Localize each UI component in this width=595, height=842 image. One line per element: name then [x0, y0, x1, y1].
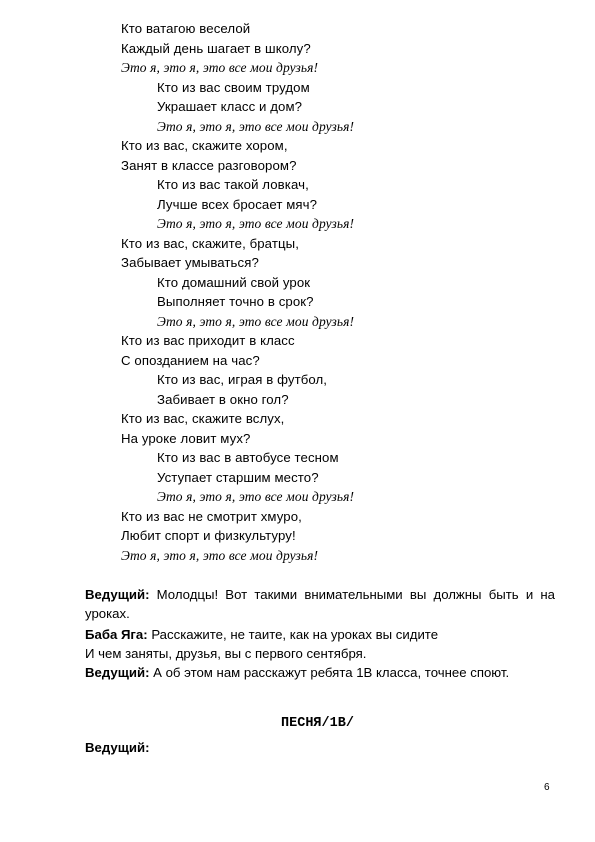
poem-line: С опозданием на час?: [121, 352, 260, 368]
poem-line: Кто домашний свой урок: [157, 274, 311, 290]
poem-line: Кто из вас такой ловкач,: [157, 177, 309, 192]
poem-line: Кто ватагою веселой: [121, 21, 251, 36]
speaker-label: Ведущий:: [85, 665, 150, 680]
dialogue-text: А об этом нам расскажут ребята 1В класса, точнее споют.: [149, 665, 510, 680]
dialogue-continuation: [85, 644, 555, 663]
poem-line: Выполняет точно в срок?: [157, 294, 314, 309]
dialogue-text: И чем заняты, друзья, вы с первого сентября.: [85, 646, 367, 661]
poem-line: Кто из вас, скажите, братцы,: [121, 235, 299, 251]
chorus-line: Это я, это я, это все мои друзья!: [157, 216, 355, 231]
poem-line: Кто из вас, скажите хором,: [121, 138, 288, 153]
poem-line: Забивает в окно гол?: [157, 391, 289, 407]
dialogue-text: Молодцы! Вот такими внимательными вы должны быть и на уроках.: [85, 587, 555, 621]
dialogue-host-2: [85, 663, 533, 682]
song-title: ПЕСНЯ/1В/: [281, 716, 354, 731]
speaker-label: Баба Яга:: [85, 627, 148, 642]
poem-line: Кто из вас, играя в футбол,: [157, 372, 328, 387]
dialogue-host-1: [85, 585, 555, 623]
poem-line: Украшает класс и дом?: [157, 99, 303, 114]
poem-line: Лучше всех бросает мяч?: [157, 196, 318, 212]
chorus-line: Это я, это я, это все мои друзья!: [121, 60, 319, 75]
poem-line: Занят в классе разговором?: [121, 157, 297, 173]
poem-line: Кто из вас, скажите вслух,: [121, 411, 285, 426]
poem-line: Забывает умываться?: [121, 255, 259, 270]
poem-line: Кто из вас приходит в класс: [121, 333, 295, 348]
dialogue-baba-yaga: [85, 625, 555, 644]
speaker-label: Ведущий:: [85, 587, 150, 602]
poem-line: Кто из вас в автобусе тесном: [157, 450, 339, 465]
poem: [121, 19, 541, 565]
chorus-line: Это я, это я, это все мои друзья!: [121, 547, 319, 563]
chorus-line: Это я, это я, это все мои друзья!: [157, 313, 355, 329]
poem-line: Любит спорт и физкультуру!: [121, 528, 296, 543]
speaker-label: Ведущий:: [85, 740, 150, 755]
poem-line: Уступает старшим место?: [157, 469, 319, 485]
chorus-line: Это я, это я, это все мои друзья!: [157, 489, 355, 504]
dialogue-text: Расскажите, не таите, как на уроках вы сидите: [147, 627, 439, 642]
poem-line: На уроке ловит мух?: [121, 430, 251, 446]
poem-line: Кто из вас не смотрит хмуро,: [121, 508, 302, 524]
page-number: 6: [544, 782, 550, 793]
chorus-line: Это я, это я, это все мои друзья!: [157, 118, 355, 134]
poem-line: Кто из вас своим трудом: [157, 79, 310, 95]
poem-line: Каждый день шагает в школу?: [121, 40, 311, 56]
